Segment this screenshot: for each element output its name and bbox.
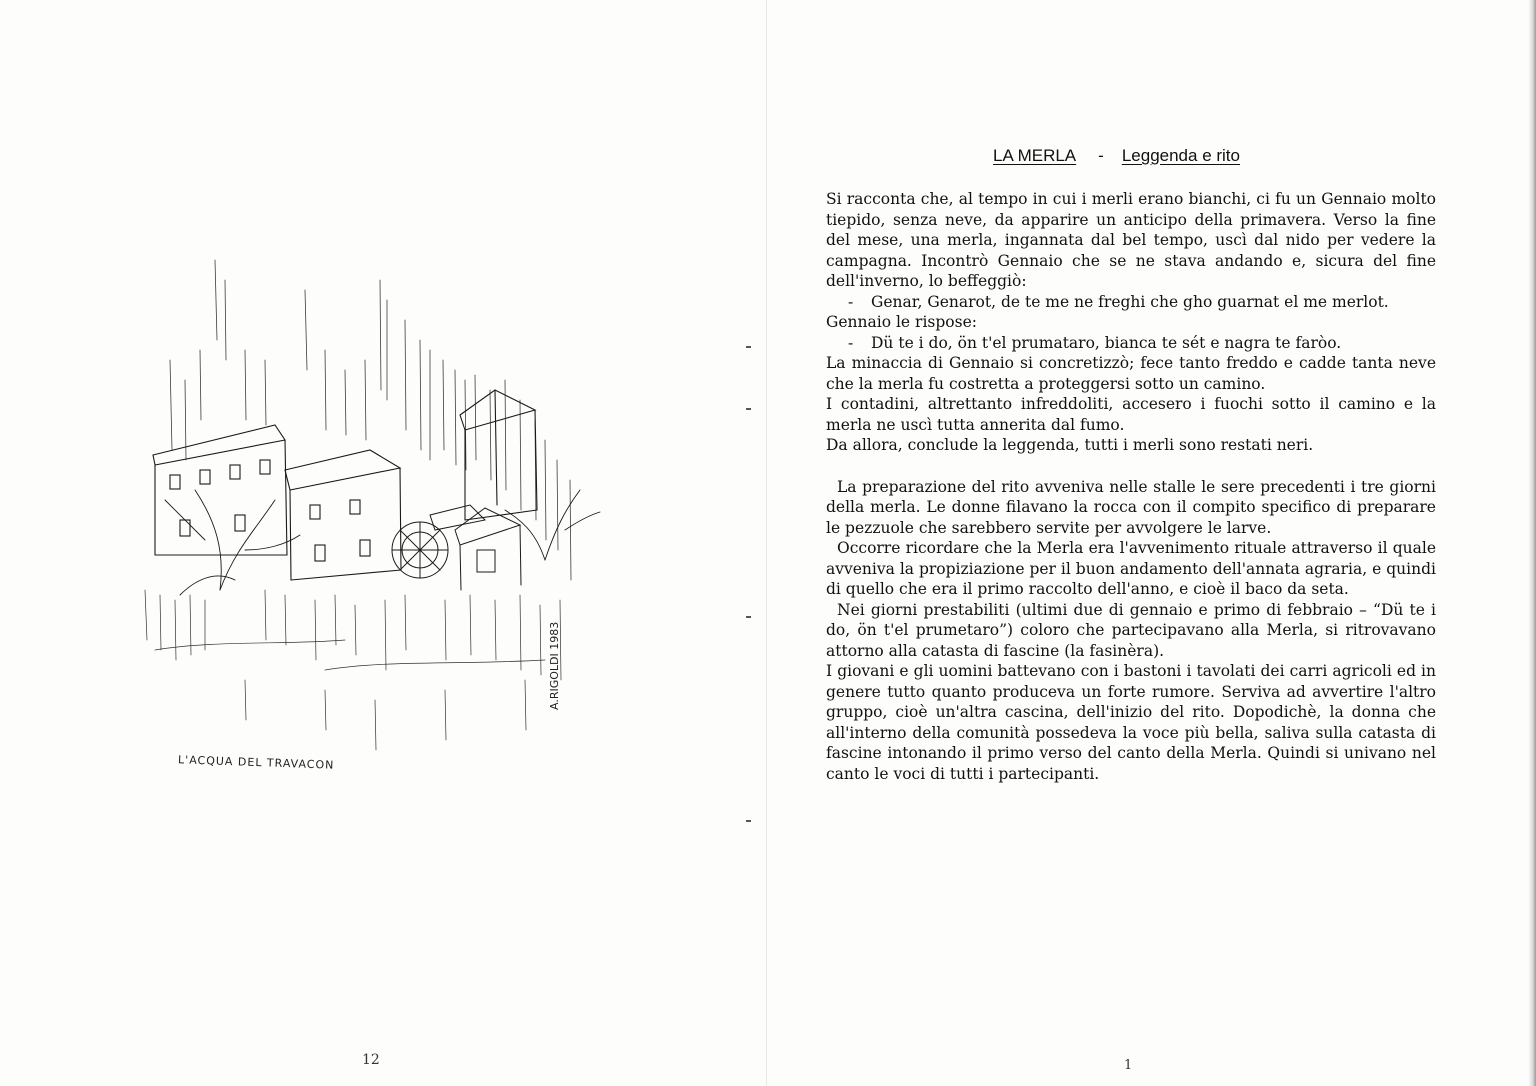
paragraph-legend-intro: Si racconta che, al tempo in cui i merli erano bianchi, ci fu un Gennaio molto tiepido, senza neve, da apparire un anticipo della primavera. Verso la fine del mese, una merla, ingannata dal bel tempo, uscì dal nido per vedere la campagna. Incontrò Gennaio che se ne stava andando e, sicura del fine dell'inverno, lo beffeggiò: <box>826 190 1436 290</box>
gutter-mark <box>746 408 751 410</box>
dialogue-dash: - <box>848 333 854 352</box>
article-body <box>826 189 1436 784</box>
illustration-caption: L'ACQUA DEL TRAVACON <box>177 753 335 772</box>
left-page <box>0 0 766 1086</box>
paragraph-gap <box>826 456 1436 477</box>
paragraph-preparation: La preparazione del rito avveniva nelle stalle le sere precedenti i tre giorni della merla. Le donne filavano la rocca con il compito specifico di preparare le pezzuole che sarebbero servite per avvolgere le larve. <box>826 477 1436 537</box>
left-page-number: 12 <box>362 1052 380 1068</box>
mill-sketch-illustration <box>125 250 605 790</box>
paragraph-threat: La minaccia di Gennaio si concretizzò; fece tanto freddo e cadde tanta neve che la merla fu costretta a proteggersi sotto un camino. <box>826 354 1436 393</box>
dialogue-text: Dü te i do, ön t'el prumataro, bianca te sét e nagra te faròo. <box>871 333 1342 352</box>
paragraph-contadini: I contadini, altrettanto infreddoliti, accesero i fuochi sotto il camino e la merla ne uscì tutta annerita dal fumo. <box>826 395 1436 434</box>
illustration-signature: A.RIGOLDI 1983 <box>548 621 561 710</box>
dialogue-line-gennaio <box>826 333 1436 354</box>
title-subtitle: Leggenda e rito <box>1121 146 1240 165</box>
gutter-mark <box>746 346 751 348</box>
paragraph-conclusion: Da allora, conclude la leggenda, tutti i merli sono restati neri. <box>826 436 1314 454</box>
title-main: LA MERLA <box>993 146 1077 165</box>
book-gutter <box>766 0 767 1086</box>
right-page-number: 1 <box>1124 1058 1133 1073</box>
paragraph-gennaio-reply: Gennaio le rispose: <box>826 313 977 331</box>
dialogue-text: Genar, Genarot, de te me ne freghi che gho guarnat el me merlot. <box>871 292 1389 311</box>
paragraph-days: Nei giorni prestabiliti (ultimi due di gennaio e primo di febbraio – “Dü te i do, ön t'el prumetaro”) coloro che partecipavano alla Merla, si ritrovavano attorno alla catasta di fascine (la fasinèra). <box>826 600 1436 660</box>
paragraph-ritual: Occorre ricordare che la Merla era l'avvenimento rituale attraverso il quale avveniva la propiziazione per il buon andamento dell'annata agraria, e quindi di quello che era il primo raccolto dell'anno, e cioè il baco da seta. <box>826 539 1436 598</box>
page-title <box>993 146 1240 166</box>
dialogue-line-merla <box>826 292 1436 313</box>
dialogue-dash: - <box>848 292 854 311</box>
page-edge-shadow <box>1528 0 1536 1086</box>
paragraph-ceremony: I giovani e gli uomini battevano con i bastoni i tavolati dei carri agricoli ed in genere tutto quanto produceva un forte rumore. Serviva ad avvertire l'altro gruppo, cioè un'altra cascina, dell'inizio del rito. Dopodichè, la donna che all'interno della comunità possedeva la voce più bella, saliva sulla catasta di fascine intonando il primo verso del canto della Merla. Quindi si univano nel canto le voci di tutti i partecipanti. <box>826 662 1436 783</box>
gutter-mark <box>746 616 751 618</box>
gutter-mark <box>746 820 751 822</box>
title-separator: - <box>1098 146 1104 165</box>
